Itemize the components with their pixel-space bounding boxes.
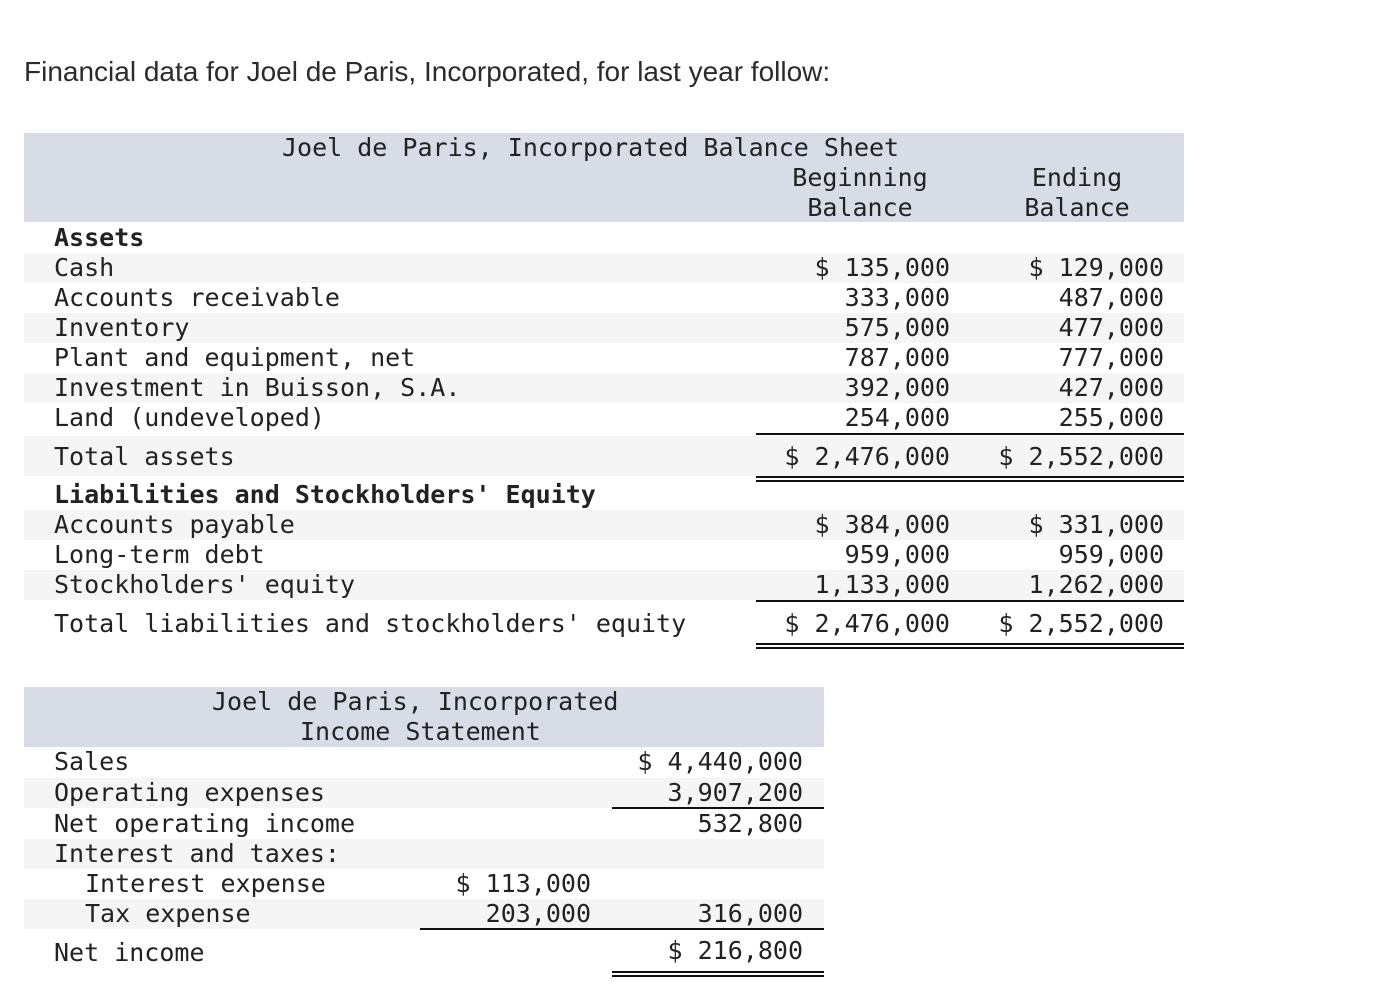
col-header-begin-2: Balance [807, 193, 913, 222]
net-income-value: $ 216,800 [667, 936, 803, 965]
end-value: 487,000 [1058, 283, 1164, 312]
begin-value: 575,000 [844, 313, 950, 342]
end-value: 427,000 [1058, 373, 1164, 402]
begin-value: 959,000 [844, 540, 950, 569]
end-value: 255,000 [1058, 403, 1164, 432]
row-label: Plant and equipment, net [54, 343, 416, 372]
end-value: $ 2,552,000 [998, 609, 1164, 638]
total-double-rule [756, 476, 1184, 482]
end-value: 777,000 [1058, 343, 1164, 372]
subtotal-rule [756, 600, 1184, 602]
row-label: Inventory [54, 313, 190, 342]
begin-value: $ 2,476,000 [784, 609, 950, 638]
tax-label: Tax expense [85, 899, 251, 928]
begin-value: 787,000 [844, 343, 950, 372]
col-header-end-1: Ending [1031, 163, 1123, 192]
tax-value: 203,000 [485, 899, 591, 928]
balance-sheet-title: Joel de Paris, Incorporated Balance Sheet [282, 133, 900, 162]
income-title-1: Joel de Paris, Incorporated [212, 687, 619, 716]
row-label: Cash [54, 253, 115, 282]
liabilities-heading: Liabilities and Stockholders' Equity [54, 480, 596, 509]
opex-label: Operating expenses [54, 778, 325, 807]
income-title-2: Income Statement [300, 717, 541, 746]
interest-label: Interest expense [85, 869, 326, 898]
begin-value: 254,000 [844, 403, 950, 432]
row-label: Total assets [54, 442, 235, 471]
intro-text: Financial data for Joel de Paris, Incorporated, for last year follow: [24, 56, 831, 87]
row-label: Accounts payable [54, 510, 295, 539]
total-double-rule [756, 643, 1184, 649]
net-income-label: Net income [54, 938, 205, 967]
row-label: Accounts receivable [54, 283, 340, 312]
end-value: 959,000 [1058, 540, 1164, 569]
end-value: $ 2,552,000 [998, 442, 1164, 471]
subtotal-rule [420, 928, 824, 930]
sales-value: $ 4,440,000 [637, 747, 803, 776]
begin-value: $ 2,476,000 [784, 442, 950, 471]
begin-value: 392,000 [844, 373, 950, 402]
row-label: Long-term debt [54, 540, 265, 569]
begin-value: 333,000 [844, 283, 950, 312]
begin-value: 1,133,000 [814, 570, 950, 599]
interest-taxes-heading: Interest and taxes: [54, 839, 340, 868]
total-double-rule [612, 971, 824, 977]
noi-label: Net operating income [54, 809, 356, 838]
assets-heading: Assets [54, 223, 145, 252]
end-value: $ 129,000 [1028, 253, 1164, 282]
col-header-begin-1: Beginning [792, 163, 928, 192]
sales-label: Sales [54, 747, 130, 776]
row-label: Land (undeveloped) [54, 403, 325, 432]
noi-value: 532,800 [697, 809, 803, 838]
row-label: Investment in Buisson, S.A. [54, 373, 461, 402]
begin-value: $ 384,000 [814, 510, 950, 539]
opex-value: 3,907,200 [667, 778, 803, 807]
begin-value: $ 135,000 [814, 253, 950, 282]
interest-value: $ 113,000 [455, 869, 591, 898]
end-value: 477,000 [1058, 313, 1164, 342]
end-value: 1,262,000 [1028, 570, 1164, 599]
subtotal-rule [756, 433, 1184, 435]
end-value: $ 331,000 [1028, 510, 1164, 539]
row-label: Stockholders' equity [54, 570, 356, 599]
interest-taxes-total: 316,000 [697, 899, 803, 928]
row-label: Total liabilities and stockholders' equity [54, 609, 687, 638]
col-header-end-2: Balance [1024, 193, 1130, 222]
